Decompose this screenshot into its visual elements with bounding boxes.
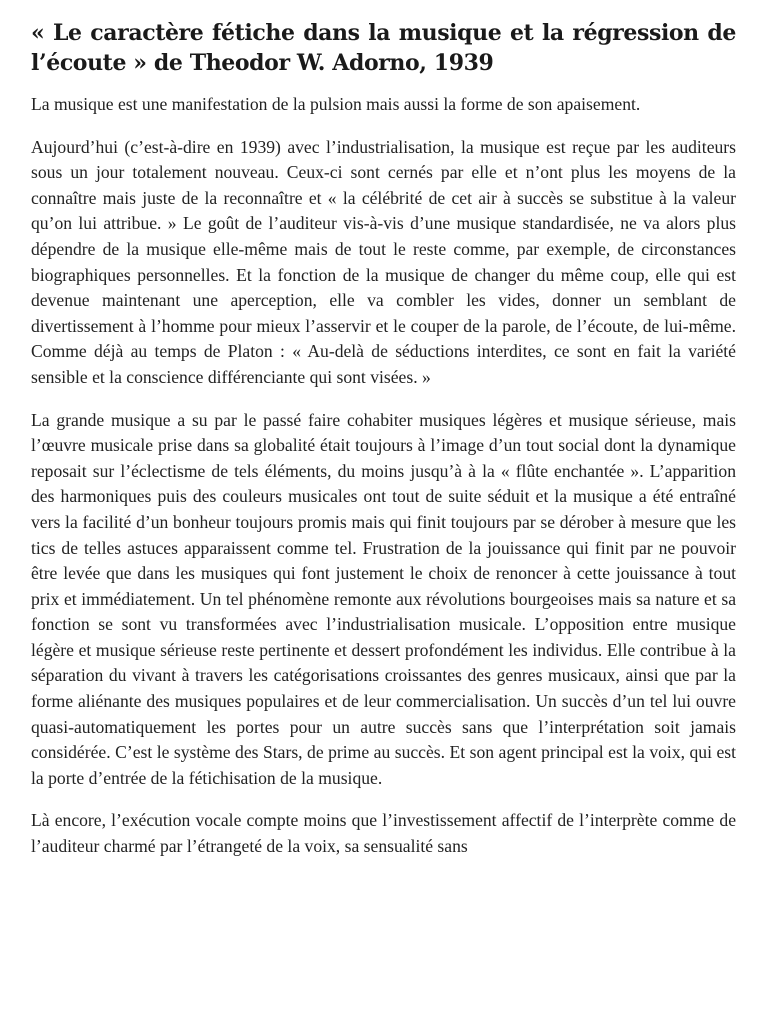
paragraph-intro: La musique est une manifestation de la pulsion mais aussi la forme de son apaisement.	[31, 94, 641, 114]
paragraph-industrialisation: Aujourd’hui (c’est-à-dire en 1939) avec l’industrialisation, la musique est reçue par les auditeurs sous un jour totalement nouveau. Ceux-ci sont cernés par elle et n’ont plus les moyens de la connaître mais juste de la reconnaître et « la célébrité de cet air à succès se substitue à la valeur qu’on lui attribue. » Le goût de l’auditeur vis-à-vis d’une musique standardisée, ne va alors plus dépendre de la musique elle-même mais de tout le reste comme, par exemple, de circonstances biographiques personnelles. Et la fonction de la musique de changer du même coup, elle qui est devenue maintenant une aperception, elle va combler les vides, donner un semblant de divertissement à l’homme pour mieux l’asservir et le couper de la parole, de l’écoute, de lui-même. Comme déjà au temps de Platon : « Au-delà de séductions interdites, ce sont en fait la variété sensible et la conscience différenciante qui sont visées. »	[31, 136, 736, 387]
document-page	[31, 18, 736, 877]
document-title: « Le caractère fétiche dans la musique et la régression de l’écoute » de Theodor W. Adorno, 1939	[31, 20, 736, 76]
paragraph-grande-musique: La grande musique a su par le passé faire cohabiter musiques légères et musique sérieuse, mais l’œuvre musicale prise dans sa globalité était toujours à l’image d’un tout social dont la dynamique reposait sur l’éclectisme de tels éléments, du moins jusqu’à à la « flûte enchantée ». L’apparition des harmoniques puis des couleurs musicales ont tout de suite séduit et la musique a été entraîné vers la facilité d’un bonheur toujours promis mais qui finit toujours par se dérober à mesure que les tics de telles astuces apparaissent comme tel. Frustration de la jouissance qui finit par ne pouvoir être levée que dans les musiques qui font justement le choix de renoncer à cette jouissance à tout prix et immédiatement. Un tel phénomène remonte aux révolutions bourgeoises mais sa nature et sa fonction se sont vu transformées avec l’industrialisation musicale. L’opposition entre musique légère et musique sérieuse reste pertinente et dessert profondément les individus. Elle contribue à la séparation du vivant à travers les catégorisations croissantes des genres musicaux, ainsi que par la forme aliénante des musiques populaires et de leur commercialisation. Un succès d’un tel lui ouvre quasi-automatiquement les portes pour un autre succès sans que l’interprétation soit jamais considérée. C’est le système des Stars, de prime au succès. Et son agent principal est la voix, qui est la porte d’entrée de la fétichisation de la musique.	[31, 409, 736, 788]
paragraph-execution-vocale: Là encore, l’exécution vocale compte moins que l’investissement affectif de l’interprète comme de l’auditeur charmé par l’étrangeté de la voix, sa sensualité sans	[31, 810, 736, 857]
